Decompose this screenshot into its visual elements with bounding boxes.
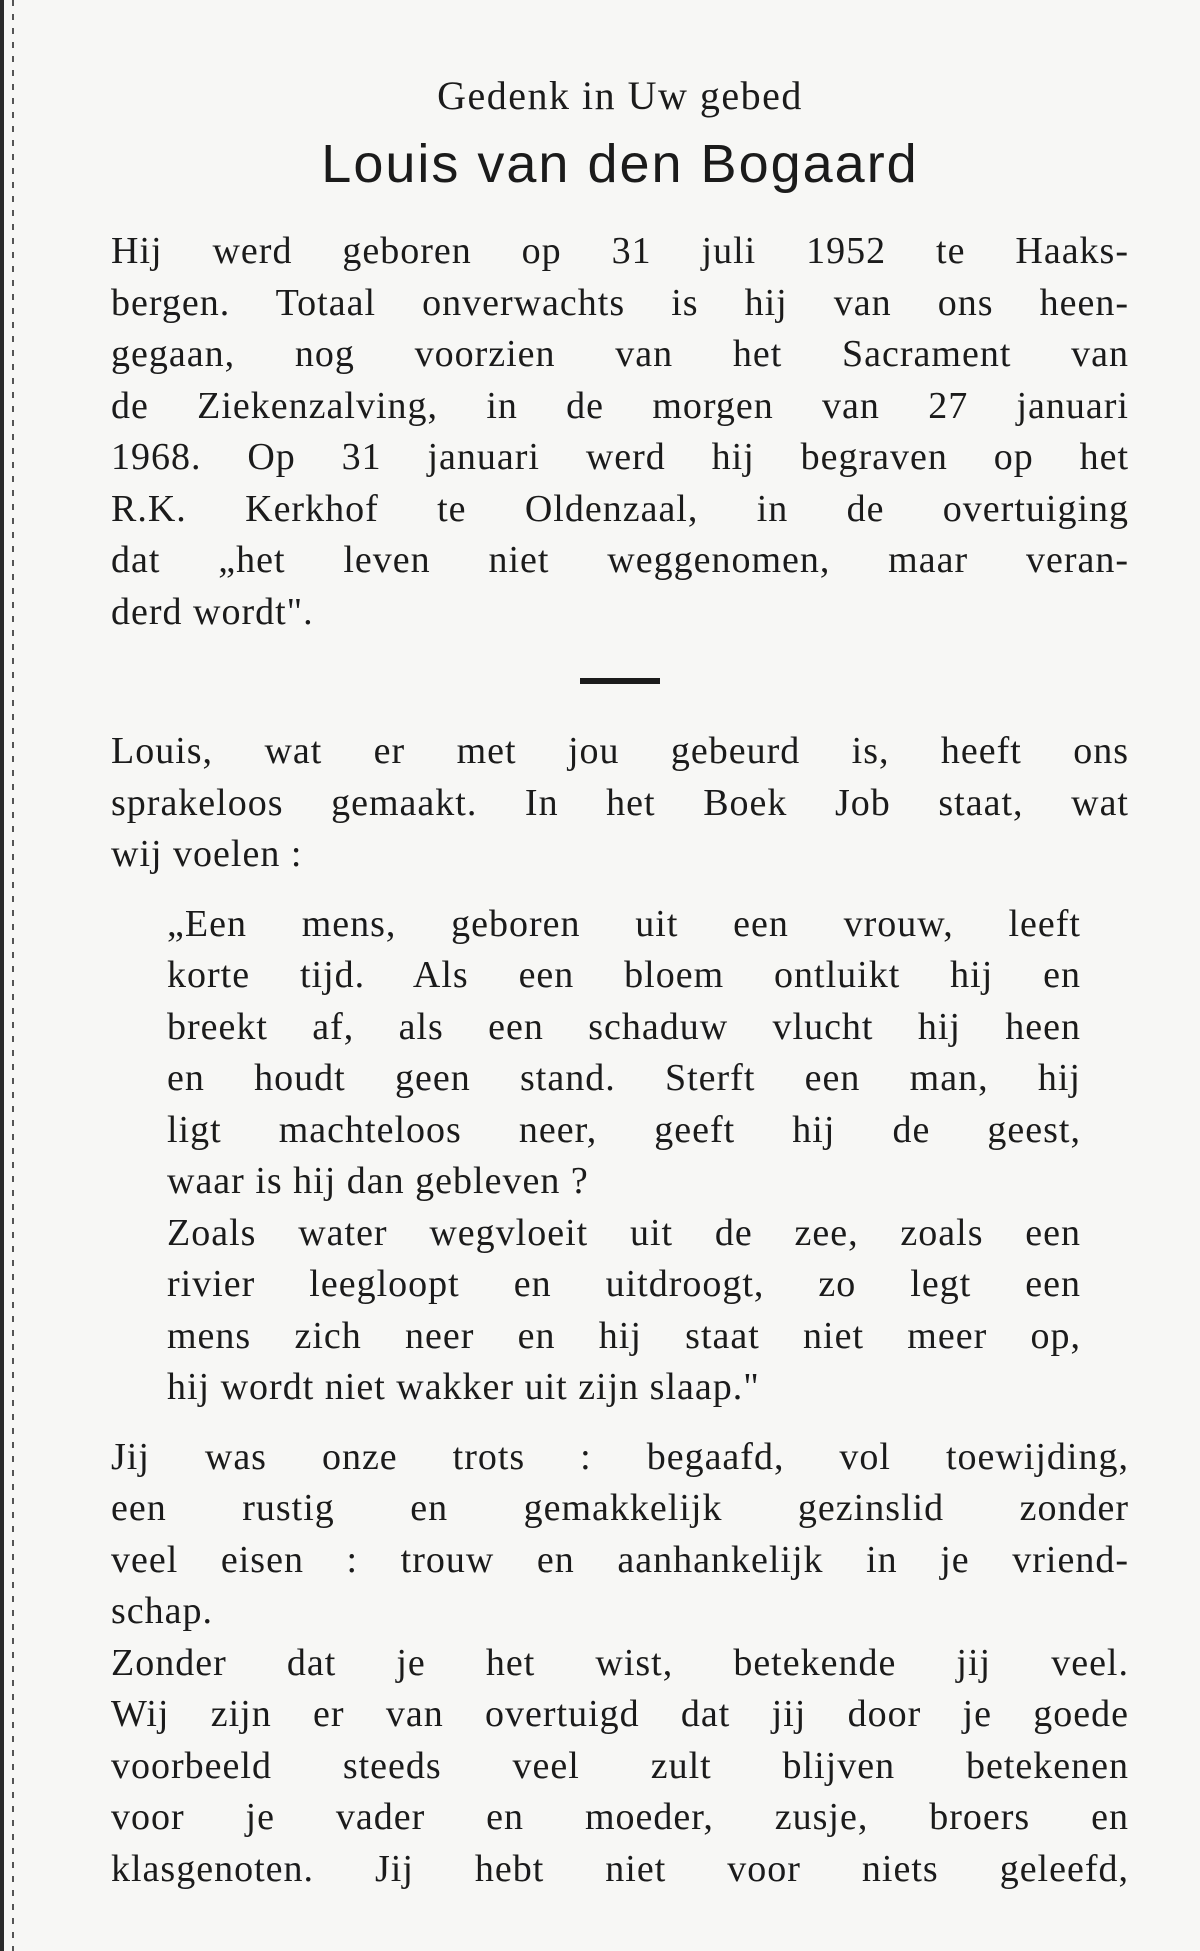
section-divider	[580, 678, 660, 684]
quote-line: ligt machteloos neer, geeft hij de geest,	[167, 1108, 1081, 1151]
text-line: schap.	[111, 1590, 214, 1632]
closing-paragraph	[111, 1638, 1129, 1896]
header-line: Gedenk in Uw gebed	[437, 73, 803, 118]
quote-line: breekt af, als een schaduw vlucht hij heen	[167, 1005, 1081, 1048]
text-line: 1968. Op 31 januari werd hij begraven op het	[111, 436, 1129, 478]
intro-paragraph	[111, 726, 1129, 881]
quote-line: korte tijd. Als een bloem ontluikt hij en	[167, 954, 1081, 996]
text-line: dat „het leven niet weggenomen, maar veran-	[111, 539, 1129, 581]
text-line: derd wordt".	[111, 590, 314, 633]
text-line: Louis, wat er met jou gebeurd is, heeft ons	[111, 730, 1129, 772]
text-line: wij voelen :	[111, 833, 303, 875]
deceased-name: Louis van den Bogaard	[321, 134, 919, 194]
text-line: de Ziekenzalving, in de morgen van 27 januari	[111, 384, 1129, 427]
quote-line: en houdt geen stand. Sterft een man, hij	[167, 1057, 1081, 1099]
text-line: Zonder dat je het wist, betekende jij veel.	[111, 1641, 1129, 1684]
text-line: Jij was onze trots : begaafd, vol toewijding,	[111, 1435, 1129, 1478]
text-line: gegaan, nog voorzien van het Sacrament van	[111, 333, 1129, 375]
text-line: Hij werd geboren op 31 juli 1952 te Haaks-	[111, 230, 1129, 272]
text-line: een rustig en gemakkelijk gezinslid zonder	[111, 1487, 1129, 1529]
biography-paragraph	[111, 226, 1129, 638]
text-line: veel eisen : trouw en aanhankelijk in je vriend-	[111, 1538, 1129, 1581]
quote-line: rivier leegloopt en uitdroogt, zo legt een	[167, 1263, 1081, 1305]
text-line: bergen. Totaal onverwachts is hij van ons heen-	[111, 281, 1129, 324]
card-content	[111, 70, 1129, 1895]
text-line: R.K. Kerkhof te Oldenzaal, in de overtuiging	[111, 487, 1129, 530]
text-line: klasgenoten. Jij hebt niet voor niets geleefd,	[111, 1847, 1129, 1890]
text-line: sprakeloos gemaakt. In het Boek Job staat, wat	[111, 781, 1129, 824]
quote-line: mens zich neer en hij staat niet meer op,	[167, 1314, 1081, 1357]
quote-line: „Een mens, geboren uit een vrouw, leeft	[167, 902, 1081, 945]
quote-line: hij wordt niet wakker uit zijn slaap."	[167, 1366, 760, 1408]
job-quote	[167, 899, 1081, 1414]
tribute-paragraph	[111, 1432, 1129, 1638]
quote-line: waar is hij dan gebleven ?	[167, 1160, 589, 1202]
text-line: Wij zijn er van overtuigd dat jij door je goede	[111, 1693, 1129, 1735]
text-line: voorbeeld steeds veel zult blijven betekenen	[111, 1744, 1129, 1787]
text-line: voor je vader en moeder, zusje, broers en	[111, 1796, 1129, 1838]
quote-line: Zoals water wegvloeit uit de zee, zoals een	[167, 1211, 1081, 1254]
